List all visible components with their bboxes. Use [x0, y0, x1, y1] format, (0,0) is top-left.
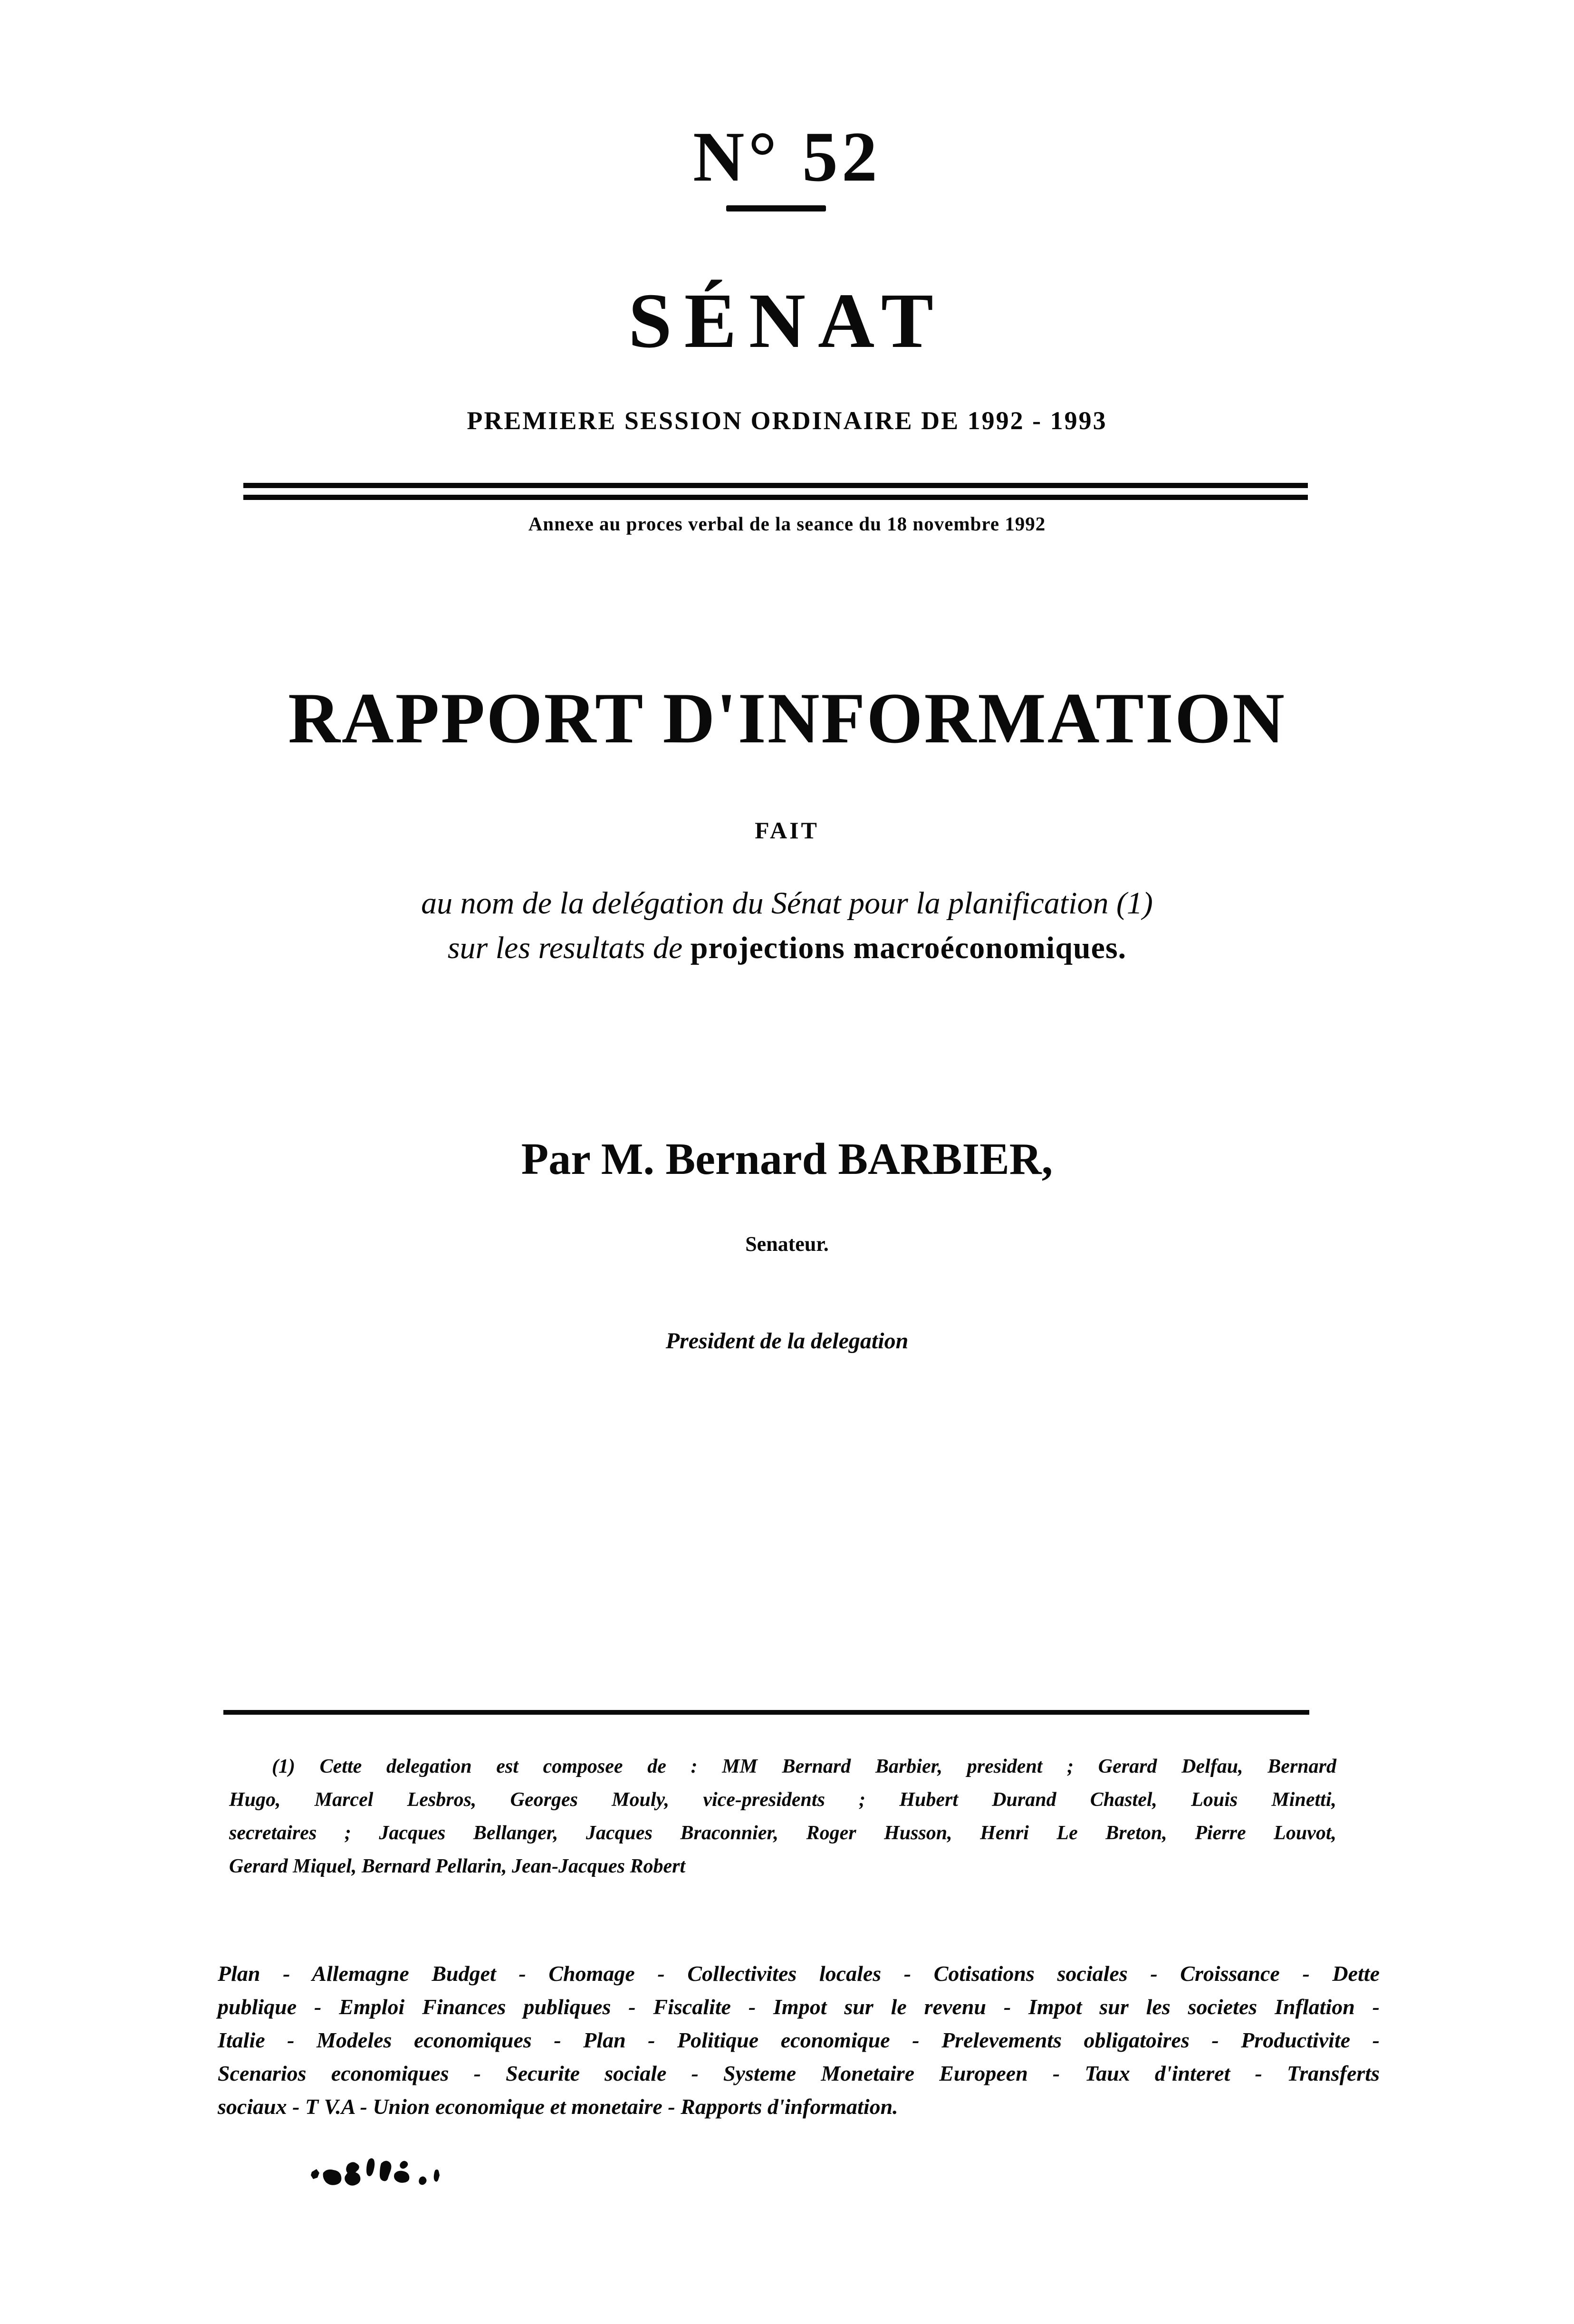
keywords-line: Scenarios economiques - Securite sociale - Systeme Monetaire Europeen - Taux d'interet - Transferts: [218, 2061, 1380, 2085]
annexe-line: Annexe au proces verbal de la seance du 18 novembre 1992: [528, 513, 1046, 535]
subtitle-line-1: au nom de la delégation du Sénat pour la planification (1): [421, 886, 1153, 921]
fait-label: FAIT: [755, 817, 819, 844]
footnote-line: Gerard Miquel, Bernard Pellarin, Jean-Jacques Robert: [229, 1855, 686, 1877]
keywords-line: Italie - Modeles economiques - Plan - Politique economique - Prelevements obligatoires - Productivite -: [218, 2028, 1380, 2052]
footnote-line: Hugo, Marcel Lesbros, Georges Mouly, vice-presidents ; Hubert Durand Chastel, Louis Minetti,: [229, 1789, 1336, 1811]
keywords-line: Plan - Allemagne Budget - Chomage - Collectivites locales - Cotisations sociales - Croissance - Dette: [218, 1961, 1380, 1986]
author-role: Senateur.: [745, 1232, 829, 1256]
footnote-divider-rule: [223, 1710, 1309, 1715]
double-divider-rule: [243, 483, 1308, 500]
subtitle-line-2: [0, 932, 1574, 964]
keywords-line: publique - Emploi Finances publiques - Fiscalite - Impot sur le revenu - Impot sur les societes Inflation -: [218, 1995, 1380, 2019]
author-byline: Par M. Bernard BARBIER,: [521, 1134, 1053, 1184]
keywords-block: [218, 1957, 1380, 2123]
document-number: N° 52: [693, 117, 881, 196]
author-delegation-title: President de la delegation: [665, 1328, 909, 1354]
footnote-block: [229, 1750, 1336, 1883]
keywords-line: sociaux - T V.A - Union economique et monetaire - Rapports d'information.: [218, 2094, 898, 2119]
report-title: RAPPORT D'INFORMATION: [288, 678, 1286, 758]
footnote-line: (1) Cette delegation est composee de : MM Bernard Barbier, president ; Gerard Delfau, Bernard: [272, 1756, 1336, 1777]
session-line: PREMIERE SESSION ORDINAIRE DE 1992 - 1993: [467, 406, 1107, 435]
institution-title: SÉNAT: [628, 277, 946, 364]
footnote-line: secretaires ; Jacques Bellanger, Jacques Braconnier, Roger Husson, Henri Le Breton, Pierre Louvot,: [229, 1822, 1336, 1844]
subtitle-line-2-emphasis: projections macroéconomiques.: [690, 931, 1127, 965]
subtitle-line-2-lead: sur les resultats de: [447, 931, 683, 965]
ink-smudge-icon: [308, 2154, 446, 2199]
short-divider-rule: [726, 205, 826, 211]
